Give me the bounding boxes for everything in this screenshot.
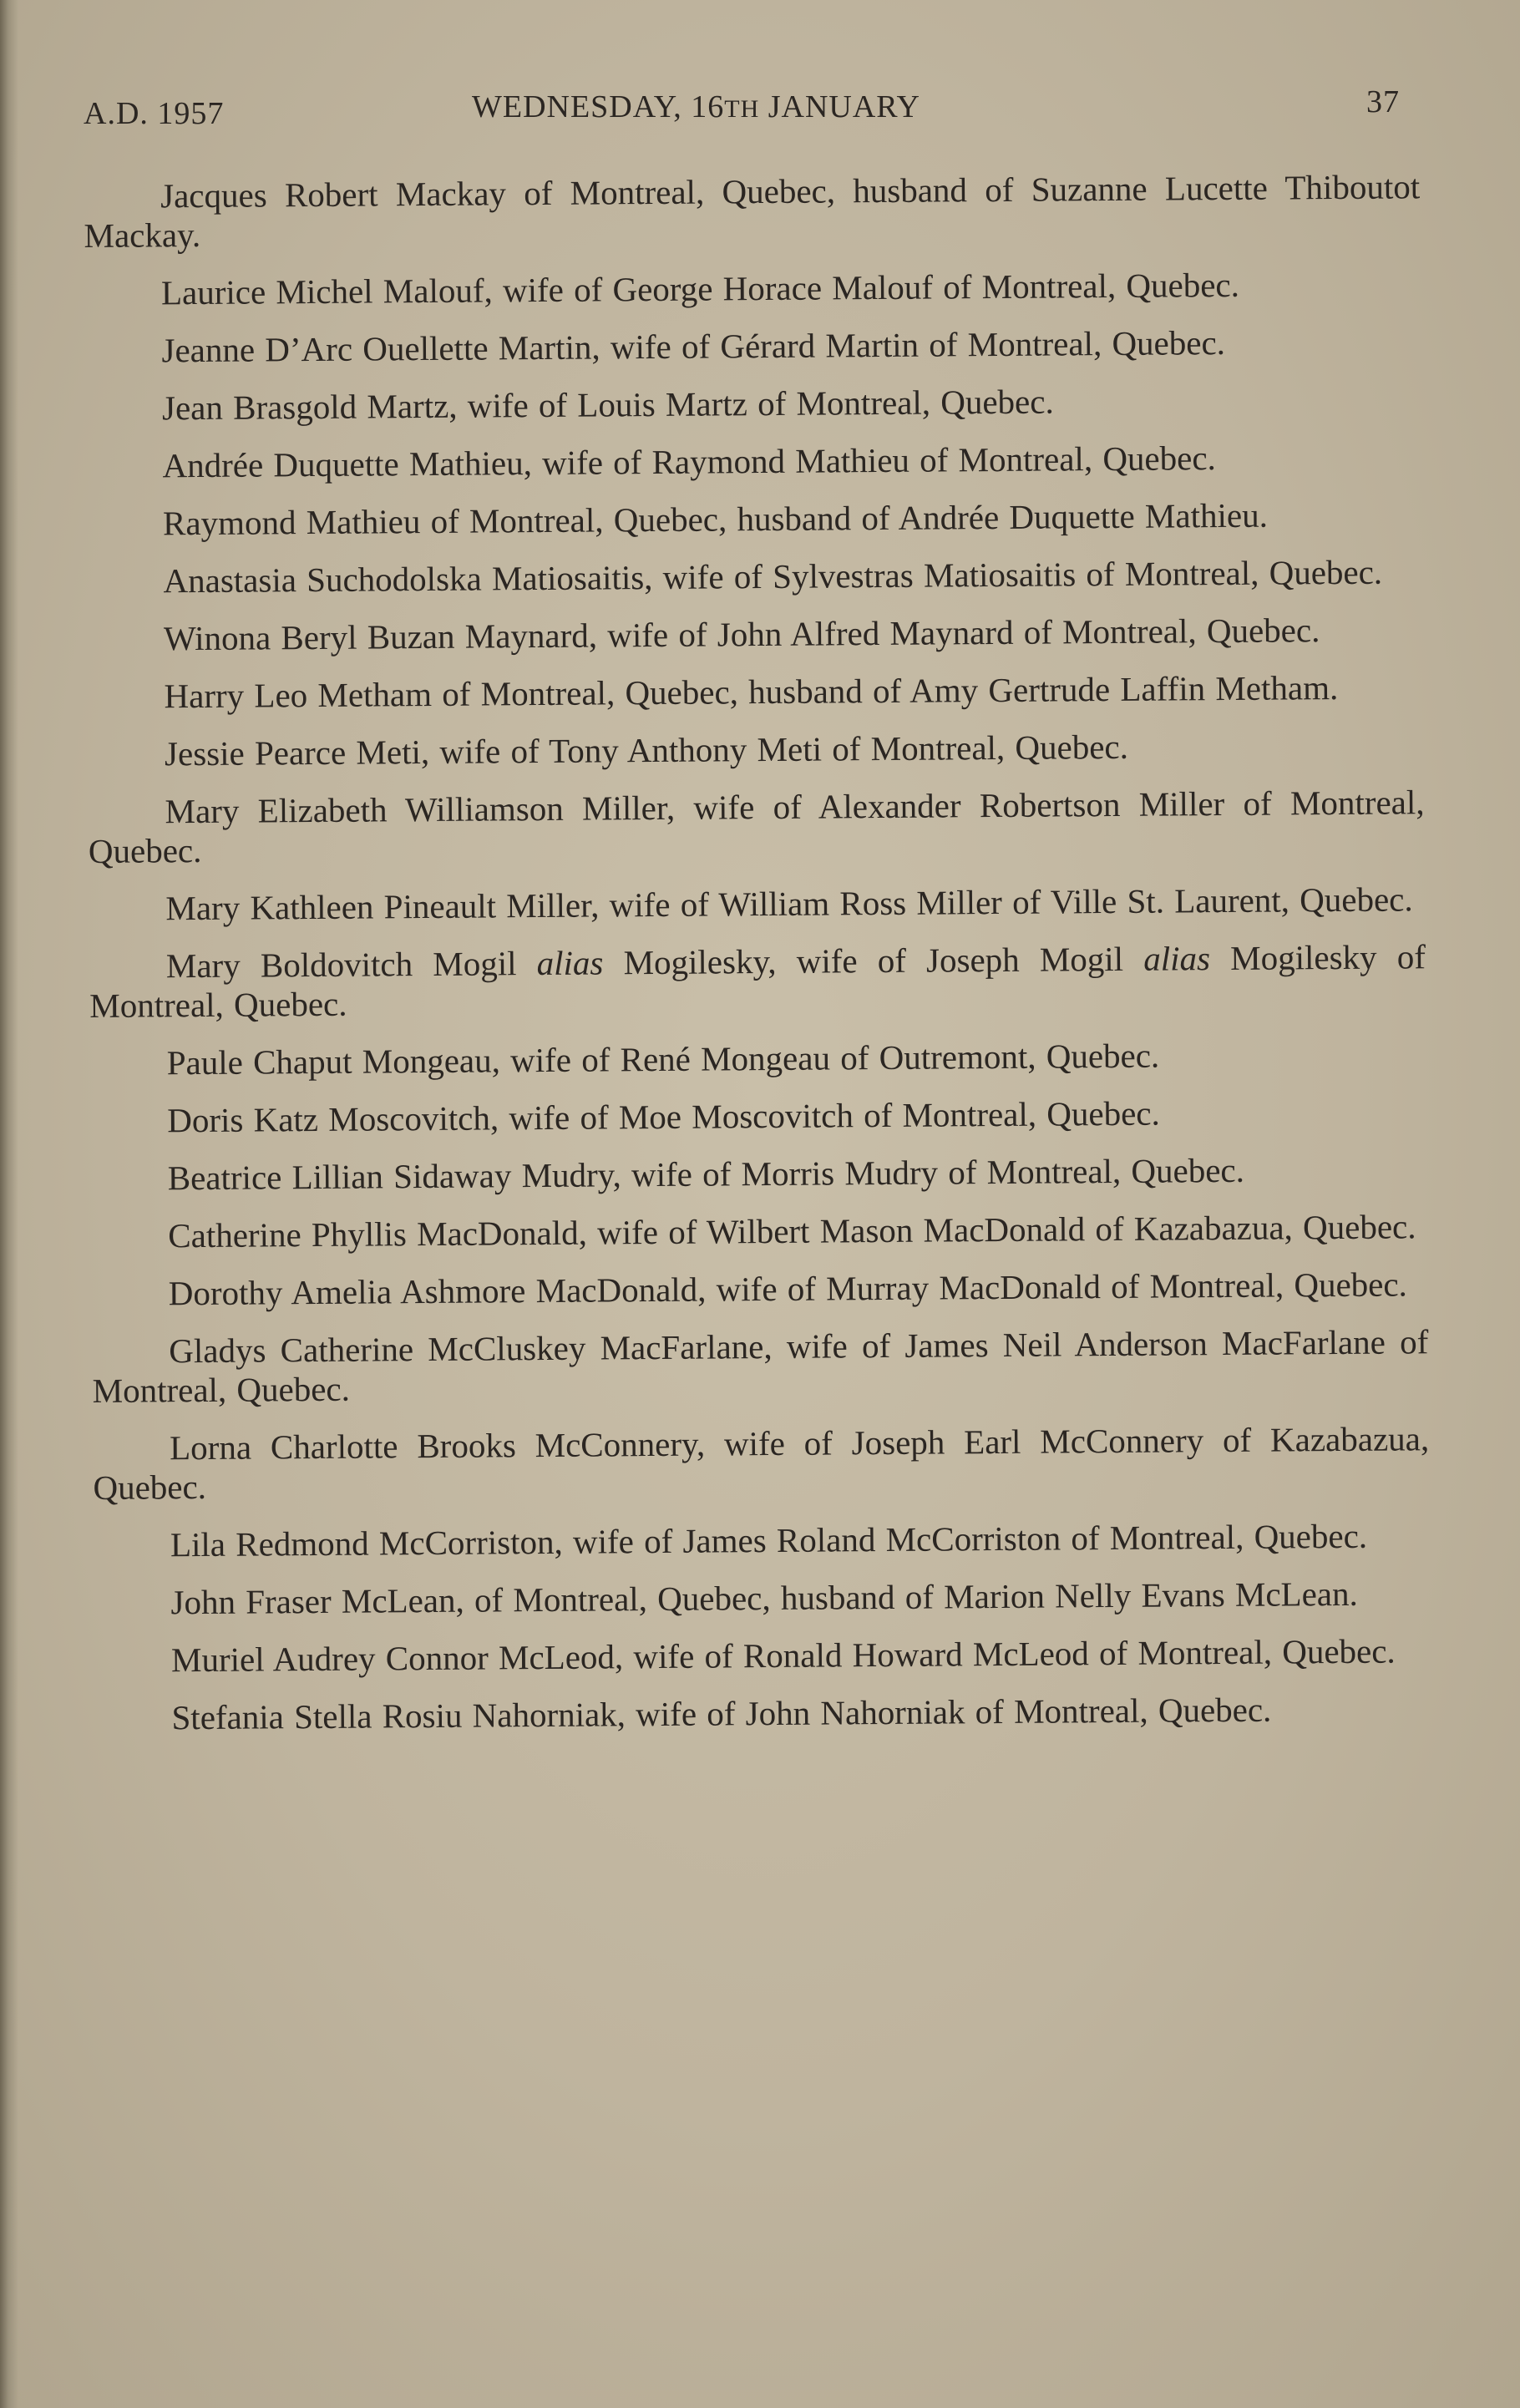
entry-13 <box>89 937 1426 1026</box>
header-date-main: WEDNESDAY, 16 <box>472 89 725 124</box>
entry-list <box>84 167 1431 1757</box>
header-date <box>472 89 920 125</box>
entry-13-alias-2: alias <box>1143 939 1211 978</box>
entry-13-part-c: Mogilesky of Montreal, Quebec. <box>89 937 1426 1025</box>
entry-22: John Fraser McLean, of Montreal, Quebec, husband of Marion Nelly Evans McLean. <box>170 1574 1358 1622</box>
entry-05: Andrée Duquette Mathieu, wife of Raymond Mathieu of Montreal, Quebec. <box>162 439 1216 485</box>
header-date-month: JANUARY <box>759 89 920 124</box>
entry-13-part-a: Mary Boldovitch Mogil <box>165 944 537 986</box>
entry-10: Jessie Pearce Meti, wife of Tony Anthony Meti of Montreal, Quebec. <box>164 727 1129 773</box>
entry-17: Catherine Phyllis MacDonald, wife of Wilbert Mason MacDonald of Kazabazua, Quebec. <box>168 1207 1416 1255</box>
entry-11: Mary Elizabeth Williamson Miller, wife of Alexander Robertson Miller of Montreal, Quebec. <box>88 783 1425 870</box>
entry-04: Jean Brasgold Martz, wife of Louis Martz of Montreal, Quebec. <box>161 382 1054 428</box>
page-spine-shadow <box>0 0 18 2408</box>
entry-13-alias-1: alias <box>536 943 604 983</box>
entry-08: Winona Beryl Buzan Maynard, wife of John Alfred Maynard of Montreal, Quebec. <box>163 611 1320 658</box>
entry-15: Doris Katz Moscovitch, wife of Moe Moscovitch of Montreal, Quebec. <box>167 1093 1160 1140</box>
entry-16: Beatrice Lillian Sidaway Mudry, wife of Morris Mudry of Montreal, Quebec. <box>167 1150 1245 1198</box>
entry-12: Mary Kathleen Pineault Miller, wife of William Ross Miller of Ville St. Laurent, Quebec. <box>165 880 1413 928</box>
entry-13-part-b: Mogilesky, wife of Joseph Mogil <box>603 939 1144 982</box>
entry-03: Jeanne D’Arc Ouellette Martin, wife of Gérard Martin of Montreal, Quebec. <box>161 322 1226 370</box>
entry-19: Gladys Catherine McCluskey MacFarlane, wife of James Neil Anderson MacFarlane of Montreal, Quebec. <box>92 1322 1429 1410</box>
entry-06: Raymond Mathieu of Montreal, Quebec, husband of Andrée Duquette Mathieu. <box>162 495 1269 543</box>
entry-18: Dorothy Amelia Ashmore MacDonald, wife of Murray MacDonald of Montreal, Quebec. <box>168 1265 1408 1313</box>
entry-24: Stefania Stella Rosiu Nahorniak, wife of John Nahorniak of Montreal, Quebec. <box>171 1690 1272 1737</box>
page-number: 37 <box>1366 84 1400 119</box>
entry-09: Harry Leo Metham of Montreal, Quebec, husband of Amy Gertrude Laffin Metham. <box>164 668 1339 716</box>
entry-02: Laurice Michel Malouf, wife of George Horace Malouf of Montreal, Quebec. <box>160 265 1240 312</box>
entry-01: Jacques Robert Mackay of Montreal, Quebec, husband of Suzanne Lucette Thiboutot Mackay. <box>84 167 1421 255</box>
header-year: A.D. 1957 <box>84 96 225 131</box>
entry-21: Lila Redmond McCorriston, wife of James Roland McCorriston of Montreal, Quebec. <box>170 1516 1368 1564</box>
header-date-suffix: TH <box>724 95 760 123</box>
entry-14: Paule Chaput Mongeau, wife of René Mongeau of Outremont, Quebec. <box>166 1036 1160 1082</box>
page-header <box>84 84 1403 134</box>
entry-07: Anastasia Suchodolska Matiosaitis, wife of Sylvestras Matiosaitis of Montreal, Quebec. <box>163 552 1383 601</box>
entry-23: Muriel Audrey Connor McLeod, wife of Ronald Howard McLeod of Montreal, Quebec. <box>170 1631 1396 1680</box>
entry-20: Lorna Charlotte Brooks McConnery, wife of Joseph Earl McConnery of Kazabazua, Quebec. <box>93 1419 1430 1507</box>
